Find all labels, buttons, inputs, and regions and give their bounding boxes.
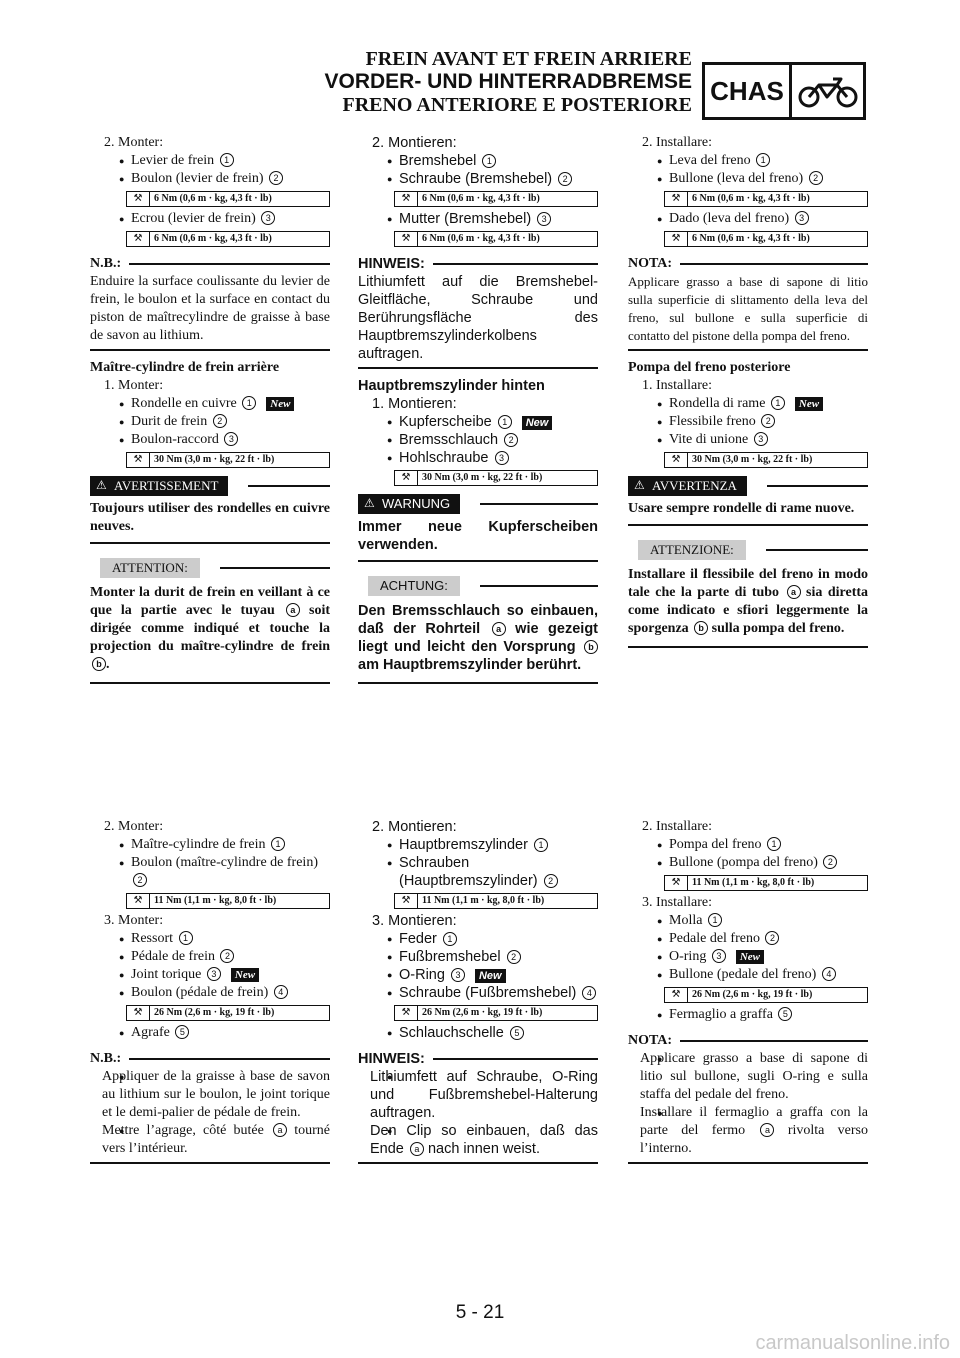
- reference-marker: b: [92, 657, 106, 671]
- text-span: 26 Nm (2,6 m · kg, 19 ft · lb): [154, 1007, 275, 1018]
- note-item: ● Installare il fermaglio a graffa con la parte del fermo a rivolta verso l’interno.: [628, 1104, 868, 1158]
- reference-marker: 2: [823, 855, 837, 869]
- new-badge: New: [266, 397, 294, 411]
- list-item: ● Schrauben (Hauptbremszylinder) 2: [358, 854, 598, 890]
- warning-heading: [90, 476, 330, 496]
- reference-marker: b: [584, 640, 598, 654]
- text-span: [680, 263, 868, 265]
- torque-spec: [664, 231, 868, 247]
- reference-marker: 2: [220, 949, 234, 963]
- reference-marker: 4: [822, 967, 836, 981]
- step-label: 1. Monter:: [104, 378, 164, 393]
- list-item: ● Molla 1: [628, 912, 868, 930]
- reference-marker: 3: [495, 451, 509, 465]
- note-heading: [358, 1050, 598, 1068]
- note-item: ● Mettre l’agrage, côté butée a tourné vers l’intérieur.: [90, 1122, 330, 1158]
- reference-marker: 2: [507, 950, 521, 964]
- torque-spec: [126, 1005, 330, 1021]
- note-heading: [90, 255, 330, 273]
- note-text: Enduire la surface coulissante du levier de frein, le boulon et la surface en contact du piston de maîtrecylindre de graisse à base de savon au lithium.: [90, 274, 330, 343]
- step-label: 3. Montieren:: [372, 913, 457, 929]
- list-item: ● Boulon-raccord 3: [90, 431, 330, 449]
- torque-spec: [126, 452, 330, 468]
- text-span: 6 Nm (0,6 m · kg, 4,3 ft · lb): [422, 233, 540, 244]
- text-span: 6 Nm (0,6 m · kg, 4,3 ft · lb): [154, 193, 272, 204]
- warning-heading: [358, 494, 598, 514]
- reference-marker: 4: [274, 985, 288, 999]
- note-heading: [628, 1032, 868, 1050]
- torque-spec: [126, 893, 330, 909]
- reference-marker: 1: [179, 931, 193, 945]
- list-item: ● Levier de frein 1: [90, 152, 330, 170]
- torque-wrench-icon: ⚒: [127, 192, 150, 206]
- reference-marker: 5: [510, 1026, 524, 1040]
- step-label: 2. Montieren:: [372, 819, 457, 835]
- warning-heading: [628, 476, 868, 496]
- torque-wrench-icon: ⚒: [127, 1006, 150, 1020]
- text-span: 30 Nm (3,0 m · kg, 22 ft · lb): [422, 472, 543, 483]
- torque-spec: [126, 231, 330, 247]
- reference-marker: 1: [756, 153, 770, 167]
- list-item: ● Pompa del freno 1: [628, 836, 868, 854]
- motorcycle-icon: [792, 65, 863, 117]
- reference-marker: 1: [498, 415, 512, 429]
- column-de-top: [358, 134, 598, 692]
- new-badge: New: [795, 397, 823, 411]
- reference-marker: 5: [175, 1025, 189, 1039]
- reference-marker: 1: [443, 932, 457, 946]
- list-item: ● Bullone (pompa del freno) 2: [628, 854, 868, 872]
- reference-marker: b: [694, 621, 708, 635]
- torque-spec: [394, 191, 598, 207]
- list-item: ● Boulon (maître-cylindre de frein) 2: [90, 854, 330, 890]
- reference-marker: 3: [207, 967, 221, 981]
- step-label: 2. Monter:: [104, 819, 164, 834]
- text-span: HINWEIS:: [358, 256, 425, 272]
- text-span: [433, 263, 598, 265]
- torque-wrench-icon: ⚒: [665, 988, 688, 1002]
- note-heading: [90, 1050, 330, 1068]
- list-item: ● Feder 1: [358, 930, 598, 948]
- list-item: ● Bullone (pedale del freno) 4: [628, 966, 868, 984]
- title-fr: FREIN AVANT ET FREIN ARRIERE: [365, 48, 692, 70]
- list-item: ● Boulon (pédale de frein) 4: [90, 984, 330, 1002]
- torque-spec: [394, 470, 598, 486]
- list-item: ● Agrafe 5: [90, 1024, 330, 1042]
- column-fr-top: [90, 134, 330, 692]
- torque-wrench-icon: ⚒: [665, 192, 688, 206]
- note-item: ● Den Clip so einbauen, daß das Ende a nach innen weist.: [358, 1122, 598, 1158]
- reference-marker: 2: [761, 414, 775, 428]
- reference-marker: 3: [795, 211, 809, 225]
- torque-spec: [664, 875, 868, 891]
- note-heading: [628, 255, 868, 273]
- column-it-bottom: [628, 818, 868, 1172]
- list-item: ● O-Ring 3 New: [358, 966, 598, 984]
- text-span: 26 Nm (2,6 m · kg, 19 ft · lb): [422, 1007, 543, 1018]
- caution-text: Den Bremsschlauch so einbauen, daß der Rohrteil a wie gezeigt liegt und leicht den Vorsprung b am Hauptbremszylinder berührt.: [358, 603, 598, 673]
- torque-wrench-icon: ⚒: [127, 232, 150, 246]
- list-item: ● Durit de frein 2: [90, 413, 330, 431]
- torque-wrench-icon: ⚒: [127, 894, 150, 908]
- watermark: carmanualsonline.info: [755, 1332, 950, 1354]
- reference-marker: 1: [242, 396, 256, 410]
- warning-icon: ⚠ WARNUNG: [358, 494, 460, 514]
- list-item: ● Vite di unione 3: [628, 431, 868, 449]
- list-item: ● Bremshebel 1: [358, 152, 598, 170]
- reference-marker: 3: [224, 432, 238, 446]
- list-item: ● Flessibile freno 2: [628, 413, 868, 431]
- step-label: 1. Montieren:: [372, 396, 457, 412]
- text-span: [680, 1040, 868, 1042]
- chassis-badge: [702, 62, 866, 120]
- warning-text: Toujours utiliser des rondelles en cuivre neuves.: [90, 501, 330, 534]
- list-item: ● Pédale de frein 2: [90, 948, 330, 966]
- text-span: 30 Nm (3,0 m · kg, 22 ft · lb): [154, 454, 275, 465]
- torque-spec: [394, 1005, 598, 1021]
- list-item: ● Pedale del freno 2: [628, 930, 868, 948]
- list-item: ● Kupferscheibe 1 New: [358, 413, 598, 431]
- list-item: ● Ressort 1: [90, 930, 330, 948]
- list-item: ● Mutter (Bremshebel) 3: [358, 210, 598, 228]
- step-label: 2. Monter:: [104, 135, 164, 150]
- text-span: 30 Nm (3,0 m · kg, 22 ft · lb): [692, 454, 813, 465]
- warning-text: Usare sempre rondelle di rame nuove.: [628, 501, 855, 516]
- title-de: VORDER- UND HINTERRADBREMSE: [324, 70, 692, 93]
- caution-heading: [90, 558, 330, 578]
- note-item: ● Applicare grasso a base di sapone di litio sul bullone, sugli O-ring e sulla staffa del pedale del freno.: [628, 1050, 868, 1104]
- reference-marker: 3: [261, 211, 275, 225]
- torque-wrench-icon: ⚒: [665, 232, 688, 246]
- text-span: [129, 263, 330, 265]
- reference-marker: 3: [712, 949, 726, 963]
- torque-spec: [664, 191, 868, 207]
- caution-text: Monter la durit de frein en veillant à ce que la partie avec le tuyau a soit dirigée comme indiqué et touche la projection du maître-cylindre de frein b .: [90, 585, 331, 672]
- torque-wrench-icon: ⚒: [665, 453, 688, 467]
- reference-marker: a: [410, 1142, 424, 1156]
- list-item: ● Joint torique 3 New: [90, 966, 330, 984]
- reference-marker: 3: [451, 968, 465, 982]
- new-badge: New: [475, 969, 506, 983]
- title-it: FRENO ANTERIORE E POSTERIORE: [342, 94, 692, 116]
- torque-wrench-icon: ⚒: [395, 1006, 418, 1020]
- reference-marker: 5: [778, 1007, 792, 1021]
- reference-marker: 4: [582, 986, 596, 1000]
- reference-marker: 2: [133, 873, 147, 887]
- note-text: Applicare grasso a base di sapone di litio sulla superficie di slittamento della leva del freno, sul bullone e sulla superficie di contatto del pistone della pompa del freno.: [628, 274, 868, 343]
- list-item: ● Rondelle en cuivre 1 New: [90, 395, 330, 413]
- reference-marker: 2: [809, 171, 823, 185]
- reference-marker: 1: [220, 153, 234, 167]
- torque-wrench-icon: ⚒: [665, 876, 688, 890]
- reference-marker: 1: [771, 396, 785, 410]
- text-span: 11 Nm (1,1 m · kg, 8,0 ft · lb): [692, 877, 815, 888]
- torque-wrench-icon: ⚒: [395, 232, 418, 246]
- column-fr-bottom: [90, 818, 330, 1172]
- list-item: ● O-ring 3 New: [628, 948, 868, 966]
- text-span: NOTA:: [628, 256, 673, 271]
- text-span: 11 Nm (1,1 m · kg, 8,0 ft · lb): [422, 895, 545, 906]
- caution-heading: [628, 540, 868, 560]
- torque-spec: [394, 893, 598, 909]
- column-de-bottom: [358, 818, 598, 1172]
- warning-icon: ⚠ AVVERTENZA: [628, 476, 747, 496]
- text-span: [129, 1058, 330, 1060]
- reference-marker: 3: [537, 212, 551, 226]
- torque-spec: [664, 452, 868, 468]
- caution-label: ATTENZIONE:: [638, 540, 746, 560]
- note-item: ● Lithiumfett auf Schraube, O-Ring und Fußbremshebel-Halterung auftragen.: [358, 1068, 598, 1122]
- list-item: ● Schraube (Fußbremshebel) 4: [358, 984, 598, 1002]
- reference-marker: 1: [482, 154, 496, 168]
- text-span: N.B.:: [90, 256, 122, 271]
- reference-marker: 2: [544, 874, 558, 888]
- text-span: 6 Nm (0,6 m · kg, 4,3 ft · lb): [692, 233, 810, 244]
- section-title: Hauptbremszylinder hinten: [358, 378, 545, 394]
- reference-marker: 2: [504, 433, 518, 447]
- text-span: 6 Nm (0,6 m · kg, 4,3 ft · lb): [692, 193, 810, 204]
- text-span: [433, 1058, 598, 1060]
- reference-marker: 1: [534, 838, 548, 852]
- list-item: ● Maître-cylindre de frein 1: [90, 836, 330, 854]
- reference-marker: 1: [271, 837, 285, 851]
- note-heading: [358, 255, 598, 273]
- warning-text: Immer neue Kupferscheiben verwenden.: [358, 519, 598, 553]
- reference-marker: a: [492, 622, 506, 636]
- note-text: Lithiumfett auf die Bremshebel-Gleitfläche, Schraube und Berührungsfläche des Hauptbremszylinderkolbens auftragen.: [358, 274, 598, 362]
- reference-marker: a: [273, 1123, 287, 1137]
- list-item: ● Boulon (levier de frein) 2: [90, 170, 330, 188]
- warning-icon: ⚠ AVERTISSEMENT: [90, 476, 228, 496]
- reference-marker: a: [787, 585, 801, 599]
- list-item: ● Hauptbremszylinder 1: [358, 836, 598, 854]
- torque-wrench-icon: ⚒: [395, 471, 418, 485]
- text-span: 11 Nm (1,1 m · kg, 8,0 ft · lb): [154, 895, 277, 906]
- step-label: 3. Monter:: [104, 913, 164, 928]
- reference-marker: 2: [765, 931, 779, 945]
- new-badge: New: [736, 950, 764, 964]
- step-label: 2. Installare:: [642, 135, 712, 150]
- text-span: 6 Nm (0,6 m · kg, 4,3 ft · lb): [422, 193, 540, 204]
- note-item: ● Appliquer de la graisse à base de savon au lithium sur le boulon, le joint torique et le demi-palier de pédale de frein.: [90, 1068, 330, 1122]
- section-title: Maître-cylindre de frein arrière: [90, 360, 280, 375]
- torque-wrench-icon: ⚒: [127, 453, 150, 467]
- step-label: 2. Montieren:: [372, 135, 457, 151]
- section-title: Pompa del freno posteriore: [628, 360, 791, 375]
- list-item: ● Schlauchschelle 5: [358, 1024, 598, 1042]
- text-span: 26 Nm (2,6 m · kg, 19 ft · lb): [692, 989, 813, 1000]
- reference-marker: 2: [558, 172, 572, 186]
- column-it-top: [628, 134, 868, 656]
- reference-marker: a: [286, 603, 300, 617]
- text-span: 6 Nm (0,6 m · kg, 4,3 ft · lb): [154, 233, 272, 244]
- text-span: NOTA:: [628, 1033, 673, 1048]
- list-item: ● Fußbremshebel 2: [358, 948, 598, 966]
- reference-marker: 3: [754, 432, 768, 446]
- reference-marker: 1: [767, 837, 781, 851]
- reference-marker: 1: [708, 913, 722, 927]
- list-item: ● Fermaglio a graffa 5: [628, 1006, 868, 1024]
- reference-marker: a: [760, 1123, 774, 1137]
- torque-spec: [664, 987, 868, 1003]
- caution-label: ACHTUNG:: [368, 576, 460, 596]
- torque-spec: [126, 191, 330, 207]
- reference-marker: 2: [269, 171, 283, 185]
- list-item: ● Hohlschraube 3: [358, 449, 598, 467]
- step-label: 1. Installare:: [642, 378, 712, 393]
- list-item: ● Leva del freno 1: [628, 152, 868, 170]
- chas-label: CHAS: [705, 65, 792, 117]
- step-label: 3. Installare:: [642, 895, 712, 910]
- reference-marker: 2: [213, 414, 227, 428]
- caution-label: ATTENTION:: [100, 558, 200, 578]
- torque-wrench-icon: ⚒: [395, 192, 418, 206]
- list-item: ● Rondella di rame 1 New: [628, 395, 868, 413]
- new-badge: New: [231, 968, 259, 982]
- text-span: HINWEIS:: [358, 1051, 425, 1067]
- list-item: ● Ecrou (levier de frein) 3: [90, 210, 330, 228]
- torque-wrench-icon: ⚒: [395, 894, 418, 908]
- caution-heading: [358, 576, 598, 596]
- list-item: ● Schraube (Bremshebel) 2: [358, 170, 598, 188]
- list-item: ● Dado (leva del freno) 3: [628, 210, 868, 228]
- new-badge: New: [522, 416, 553, 430]
- list-item: ● Bullone (leva del freno) 2: [628, 170, 868, 188]
- page-number: 5 - 21: [455, 1302, 505, 1323]
- caution-text: Installare il flessibile del freno in modo tale che la parte di tubo a sia diretta come indicato e sfiori leggermente la sporgenza b sulla pompa del freno.: [628, 567, 869, 636]
- text-span: N.B.:: [90, 1051, 122, 1066]
- list-item: ● Bremsschlauch 2: [358, 431, 598, 449]
- torque-spec: [394, 231, 598, 247]
- step-label: 2. Installare:: [642, 819, 712, 834]
